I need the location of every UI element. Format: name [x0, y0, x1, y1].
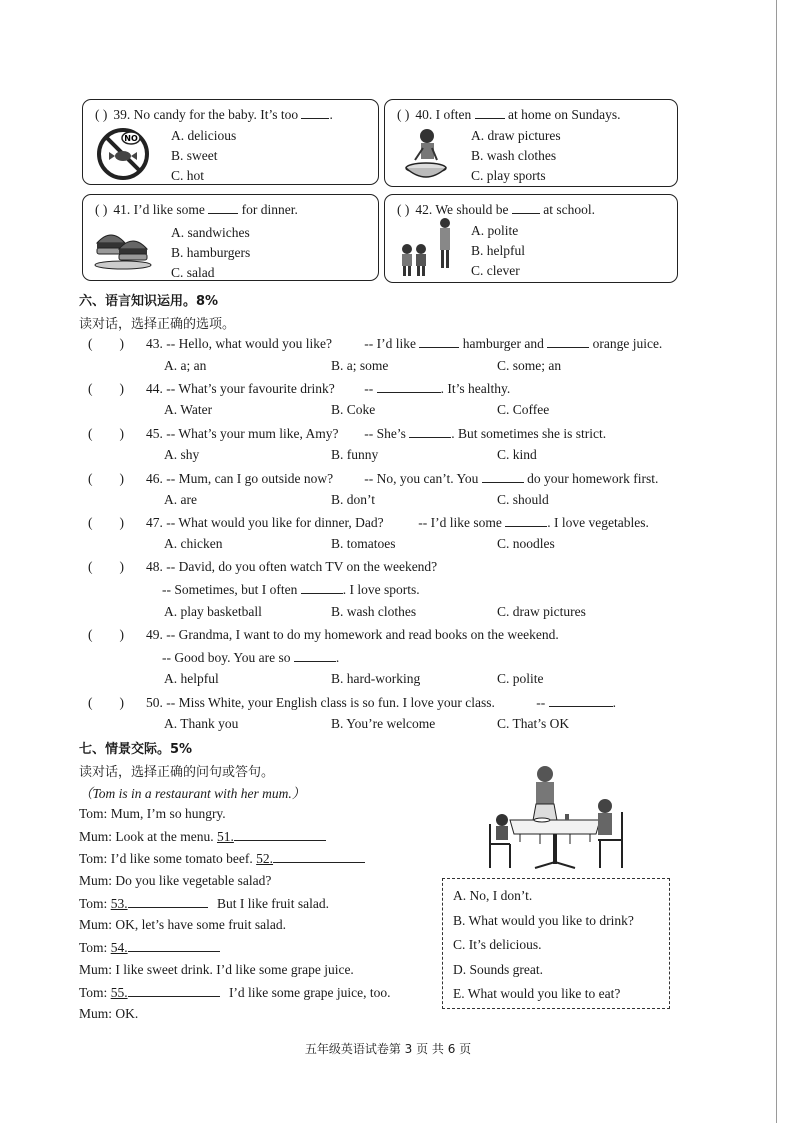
section-7-instruction: 读对话，选择正确的问句或答句。 — [79, 765, 275, 780]
picture-question-40 — [384, 99, 678, 187]
question-44-option-a: A. Water — [164, 402, 213, 417]
option: C. hot — [171, 168, 205, 183]
option: C. salad — [171, 265, 215, 280]
section-6-instruction: 读对话，选择正确的选项。 — [79, 317, 236, 332]
option: B. sweet — [171, 148, 218, 163]
hamburger-icon — [93, 227, 153, 271]
question-44: ( ) 44. -- What’s your favourite drink? -- . It’s healthy. — [88, 381, 511, 396]
question-42-stem: ( ) 42. We should be at school. — [397, 202, 596, 217]
question-46-option-c: C. should — [497, 492, 549, 507]
dialogue-line: Mum: OK. — [79, 1006, 139, 1021]
question-48-option-c: C. draw pictures — [497, 604, 586, 619]
question-39-options — [171, 126, 236, 186]
question-47: ( ) 47. -- What would you like for dinner, Dad? -- I’d like some . I love vegetables. — [88, 515, 649, 530]
question-47-option-c: C. noodles — [497, 536, 555, 551]
no-candy-sign-icon — [95, 126, 151, 182]
question-45-option-b: B. funny — [331, 447, 379, 462]
option: B. helpful — [471, 243, 525, 258]
option: A. sandwiches — [171, 225, 250, 240]
choice-c: C. It’s delicious. — [453, 937, 542, 952]
dialogue-line: Tom: 55. I’d like some grape juice, too. — [79, 985, 391, 1000]
question-50: ( ) 50. -- Miss White, your English class is so fun. I love your class. -- . — [88, 695, 616, 710]
picture-question-39 — [82, 99, 379, 185]
restaurant-scene-illustration — [480, 764, 630, 872]
question-50-option-b: B. You’re welcome — [331, 716, 436, 731]
answer-choices-box — [442, 878, 670, 1009]
question-46-option-b: B. don’t — [331, 492, 376, 507]
question-45-option-a: A. shy — [164, 447, 200, 462]
question-41-stem: ( ) 41. I’d like some for dinner. — [95, 202, 298, 217]
blank-52: 52. — [256, 851, 274, 866]
no-sign-text: NO — [124, 134, 138, 143]
option: B. wash clothes — [471, 148, 557, 163]
scene-description: （Tom is in a restaurant with her mum.） — [79, 786, 306, 801]
option: C. clever — [471, 263, 520, 278]
question-49-option-a: A. helpful — [164, 671, 219, 686]
blank-51: 51. — [217, 829, 234, 844]
question-43-option-a: A. a; an — [164, 358, 207, 373]
blank-55: 55. — [110, 985, 128, 1000]
question-40-options — [471, 126, 561, 186]
page-edge-rule — [776, 0, 777, 1123]
question-44-option-c: C. Coffee — [497, 402, 550, 417]
question-41-options — [171, 223, 250, 283]
option: A. polite — [471, 223, 519, 238]
question-48-option-b: B. wash clothes — [331, 604, 417, 619]
blank-53: 53. — [110, 896, 128, 911]
dialogue-line: Mum: Look at the menu. 51. — [79, 828, 326, 845]
washing-clothes-icon — [401, 126, 451, 182]
choice-b: B. What would you like to drink? — [453, 913, 634, 928]
dialogue-line: Mum: I like sweet drink. I’d like some grape juice. — [79, 962, 354, 977]
question-43-option-c: C. some; an — [497, 358, 562, 373]
dialogue-line: Tom: I’d like some tomato beef. 52. — [79, 850, 365, 867]
section-7-heading: 七、情景交际。5% — [79, 742, 193, 757]
question-48-reply: -- Sometimes, but I often . I love sports. — [162, 582, 420, 597]
question-43: ( ) 43. -- Hello, what would you like? -- I’d like hamburger and orange juice. — [88, 336, 663, 351]
question-46: ( ) 46. -- Mum, can I go outside now? -- No, you can’t. You do your homework first. — [88, 471, 659, 486]
question-49-option-c: C. polite — [497, 671, 544, 686]
question-48-option-a: A. play basketball — [164, 604, 262, 619]
question-45-option-c: C. kind — [497, 447, 537, 462]
question-39-stem: ( ) 39. No candy for the baby. It’s too . — [95, 107, 333, 122]
choice-a: A. No, I don’t. — [453, 888, 533, 903]
question-42-options — [471, 221, 525, 281]
question-47-option-a: A. chicken — [164, 536, 223, 551]
question-50-option-c: C. That’s OK — [497, 716, 570, 731]
blank-54: 54. — [110, 940, 128, 955]
question-50-option-a: A. Thank you — [164, 716, 239, 731]
page-footer: 五年级英语试卷第 3 页 共 6 页 — [304, 1042, 472, 1056]
option: C. play sports — [471, 168, 546, 183]
question-47-option-b: B. tomatoes — [331, 536, 396, 551]
question-40-stem: ( ) 40. I often at home on Sundays. — [397, 107, 621, 122]
question-43-option-b: B. a; some — [331, 358, 389, 373]
picture-question-42 — [384, 194, 678, 283]
question-49: ( ) 49. -- Grandma, I want to do my homework and read books on the weekend. — [88, 627, 559, 642]
option: A. draw pictures — [471, 128, 561, 143]
section-6-heading: 六、语言知识运用。8% — [79, 294, 219, 309]
question-49-reply: -- Good boy. You are so . — [162, 650, 340, 665]
question-46-option-a: A. are — [164, 492, 197, 507]
dialogue-line: Tom: 53. But I like fruit salad. — [79, 896, 330, 911]
picture-question-41 — [82, 194, 379, 281]
dialogue-line: Tom: 54. — [79, 939, 220, 956]
question-44-option-b: B. Coke — [331, 402, 376, 417]
dialogue-line: Mum: OK, let’s have some fruit salad. — [79, 917, 286, 932]
question-45: ( ) 45. -- What’s your mum like, Amy? -- She’s . But sometimes she is strict. — [88, 426, 607, 441]
option: A. delicious — [171, 128, 237, 143]
students-greeting-teacher-icon — [395, 215, 461, 281]
option: B. hamburgers — [171, 245, 251, 260]
choice-e: E. What would you like to eat? — [453, 986, 621, 1001]
choice-d: D. Sounds great. — [453, 962, 543, 977]
dialogue-line: Tom: Mum, I’m so hungry. — [79, 806, 226, 821]
question-49-option-b: B. hard-working — [331, 671, 421, 686]
dialogue-line: Mum: Do you like vegetable salad? — [79, 873, 272, 888]
question-48: ( ) 48. -- David, do you often watch TV on the weekend? — [88, 559, 438, 574]
